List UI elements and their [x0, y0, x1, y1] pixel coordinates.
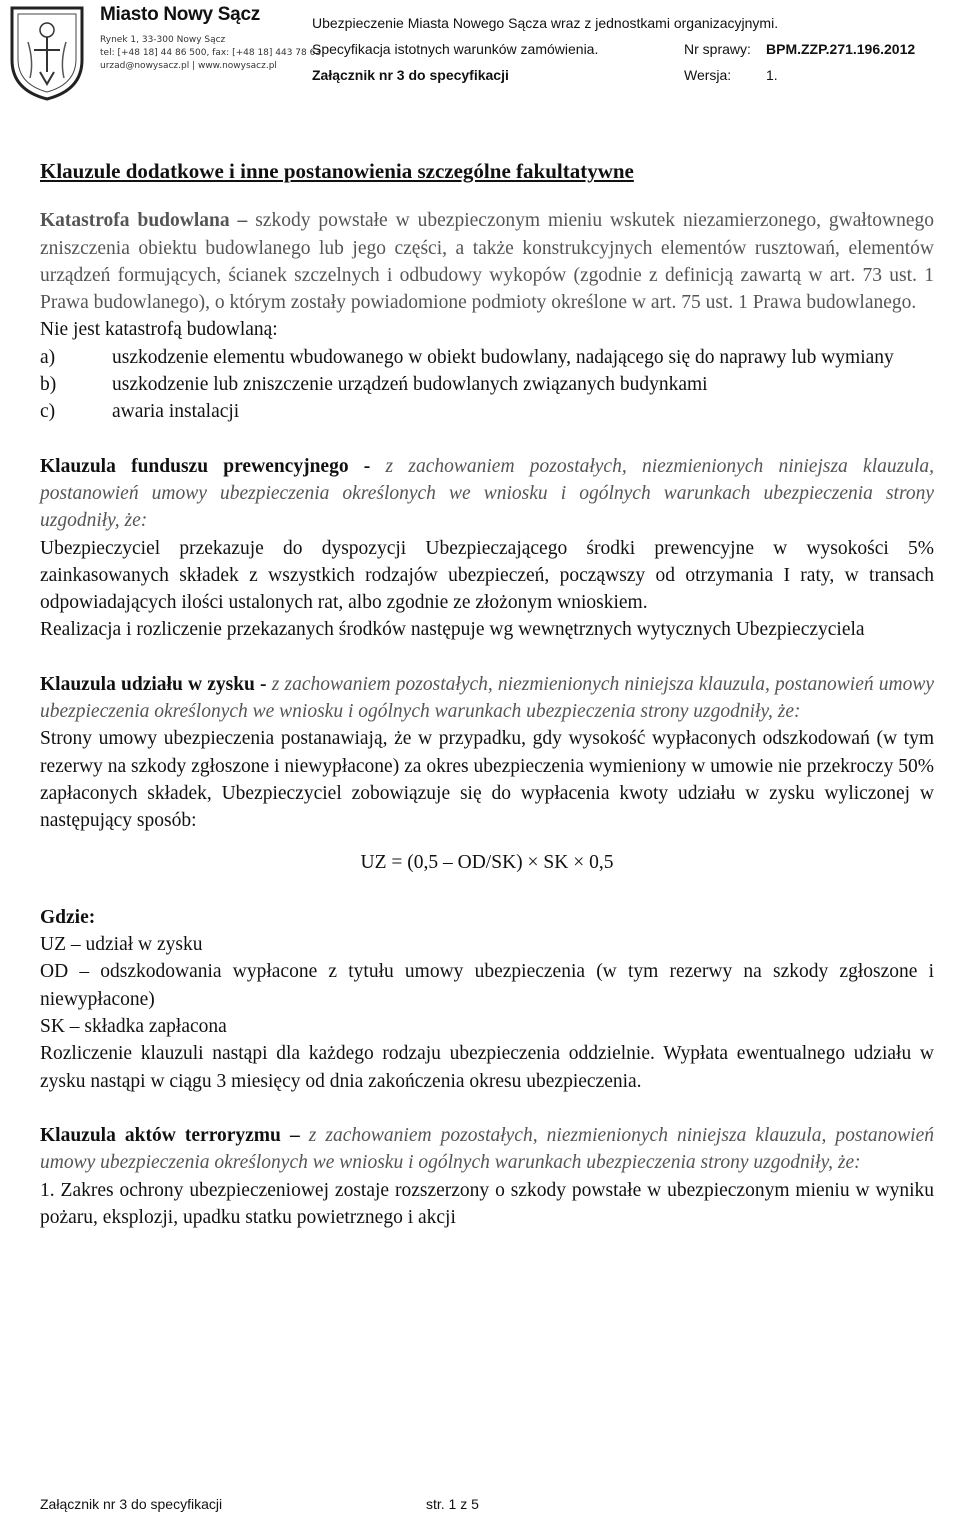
- organization-contact: urzad@nowysacz.pl | www.nowysacz.pl: [100, 61, 277, 71]
- page-number: str. 1 z 5: [426, 1496, 479, 1512]
- header-attachment: Załącznik nr 3 do specyfikacji: [312, 67, 509, 83]
- list-label: a): [40, 346, 56, 368]
- header-spec-line: Specyfikacja istotnych warunków zamówienia.: [312, 41, 599, 57]
- definition-uz: UZ – udział w zysku: [40, 934, 203, 956]
- katastrofa-term: Katastrofa budowlana: [40, 210, 230, 232]
- profit-share-formula: UZ = (0,5 – OD/SK) × SK × 0,5: [360, 851, 614, 873]
- zysk-paragraph-1: Strony umowy ubezpieczenia postanawiają, że w przypadku, gdy wysokość wypłaconych odszkodowań (w tym rezerwy na szkody zgłoszone i niewypłacone) za okres ubezpieczenia wymieniony w umowie nie przekroczy 50% zapłaconych składek, Ubezpieczyciel zobowiązuje się do wypłacenia kwoty udziału w zysku wyliczonej w następujący sposób:: [40, 728, 934, 832]
- version-value: 1.: [766, 67, 778, 83]
- katastrofa-exclusions-intro: Nie jest katastrofą budowlaną:: [40, 319, 278, 341]
- version-label: Wersja:: [684, 67, 732, 83]
- case-number-value: BPM.ZZP.271.196.2012: [766, 41, 916, 57]
- fundusz-intro: z zachowaniem pozostałych, niezmienionych niniejsza klauzula, postanowień umowy ubezpieczenia określonych we wniosku i ogólnych warunkach ubezpieczenia strony uzgodniły, że:: [40, 455, 935, 532]
- katastrofa-item-b: [40, 371, 934, 398]
- list-text: awaria instalacji: [112, 401, 240, 423]
- fundusz-paragraph-2: Realizacja i rozliczenie przekazanych środków następuje wg wewnętrznych wytycznych Ubezpieczyciela: [40, 619, 865, 641]
- zysk-intro: z zachowaniem pozostałych, niezmienionych niniejsza klauzula, postanowień umowy ubezpieczenia określonych we wniosku i ogólnych warunkach ubezpieczenia strony uzgodniły, że:: [40, 673, 935, 723]
- page-footer: [40, 1496, 479, 1512]
- footer-attachment: Załącznik nr 3 do specyfikacji: [40, 1496, 223, 1512]
- definition-sk: SK – składka zapłacona: [40, 1016, 227, 1038]
- terroryzm-term: Klauzula aktów terroryzmu: [40, 1124, 281, 1146]
- header-title-line: Ubezpieczenie Miasta Nowego Sącza wraz z jednostkami organizacyjnymi.: [312, 15, 779, 31]
- header-document-info: [312, 10, 952, 88]
- document-title: Klauzule dodatkowe i inne postanowienia szczególne fakultatywne: [40, 159, 634, 183]
- organization-phone: tel: [+48 18] 44 86 500, fax: [+48 18] 443 78 63: [100, 48, 322, 58]
- document-body: [40, 158, 934, 1231]
- list-text: uszkodzenie lub zniszczenie urządzeń budowlanych związanych budynkami: [112, 374, 708, 396]
- list-text: uszkodzenie elementu wbudowanego w obiekt budowlany, nadającego się do naprawy lub wymiany: [112, 346, 894, 368]
- fundusz-heading: [40, 453, 934, 535]
- terroryzm-item-1: 1. Zakres ochrony ubezpieczeniowej zostaje rozszerzony o szkody powstałe w ubezpieczonym mieniu w wyniku pożaru, eksplozji, upadku statku powietrznego i akcji: [40, 1179, 934, 1228]
- definition-od: OD – odszkodowania wypłacone z tytułu umowy ubezpieczenia (w tym rezerwy na szkody zgłoszone i niewypłacone): [40, 961, 934, 1010]
- terroryzm-heading: [40, 1122, 934, 1177]
- organization-address: Rynek 1, 33-300 Nowy Sącz: [100, 35, 226, 45]
- fundusz-paragraph-1: Ubezpieczyciel przekazuje do dyspozycji Ubezpieczającego środki prewencyjne w wysokości 5% zainkasowanych składek z wszystkich rodzajów ubezpieczeń, począwszy od otrzymania I raty, w transach odpowiadających ilości ustalonych rat, albo zgodnie ze złożonym wnioskiem.: [40, 537, 934, 614]
- katastrofa-dash: –: [229, 210, 256, 232]
- katastrofa-definition: szkody powstałe w ubezpieczonym mieniu wskutek niezamierzonego, gwałtownego zniszczenia obiektu budowlanego lub jego części, a także konstrukcyjnych elementów rusztowań, elementów urządzeń formujących, ścianek szczelnych i odbudowy wykopów (zgodnie z definicją zawartą w art. 73 ust. 1 Prawa budowlanego), o którym zostały powiadomione podmioty określone w art. 75 ust. 1 Prawa budowlanego.: [40, 210, 934, 314]
- list-label: c): [40, 401, 56, 423]
- zysk-heading: [40, 671, 934, 726]
- katastrofa-item-c: [40, 398, 934, 425]
- zysk-paragraph-2: Rozliczenie klauzuli nastąpi dla każdego rodzaju ubezpieczenia oddzielnie. Wypłata ewentualnego udziału w zysku nastąpi w ciągu 3 miesięcy od dnia zakończenia okresu ubezpieczenia.: [40, 1043, 934, 1092]
- case-number-label: Nr sprawy:: [684, 41, 751, 57]
- list-label: b): [40, 374, 57, 396]
- organization-block: [100, 4, 321, 73]
- katastrofa-paragraph: [40, 207, 934, 316]
- city-crest-logo: [4, 2, 90, 102]
- organization-name: Miasto Nowy Sącz: [100, 4, 260, 25]
- fundusz-term: Klauzula funduszu prewencyjnego -: [40, 455, 371, 477]
- terroryzm-dash: –: [280, 1124, 309, 1146]
- terroryzm-intro: z zachowaniem pozostałych, niezmienionych niniejsza klauzula, postanowień umowy ubezpieczenia określonych we wniosku i ogólnych warunkach ubezpieczenia strony uzgodniły, że:: [40, 1124, 934, 1174]
- katastrofa-item-a: [40, 344, 934, 371]
- page-header: [0, 0, 960, 110]
- where-label: Gdzie:: [40, 906, 96, 928]
- zysk-term: Klauzula udziału w zysku -: [40, 673, 267, 695]
